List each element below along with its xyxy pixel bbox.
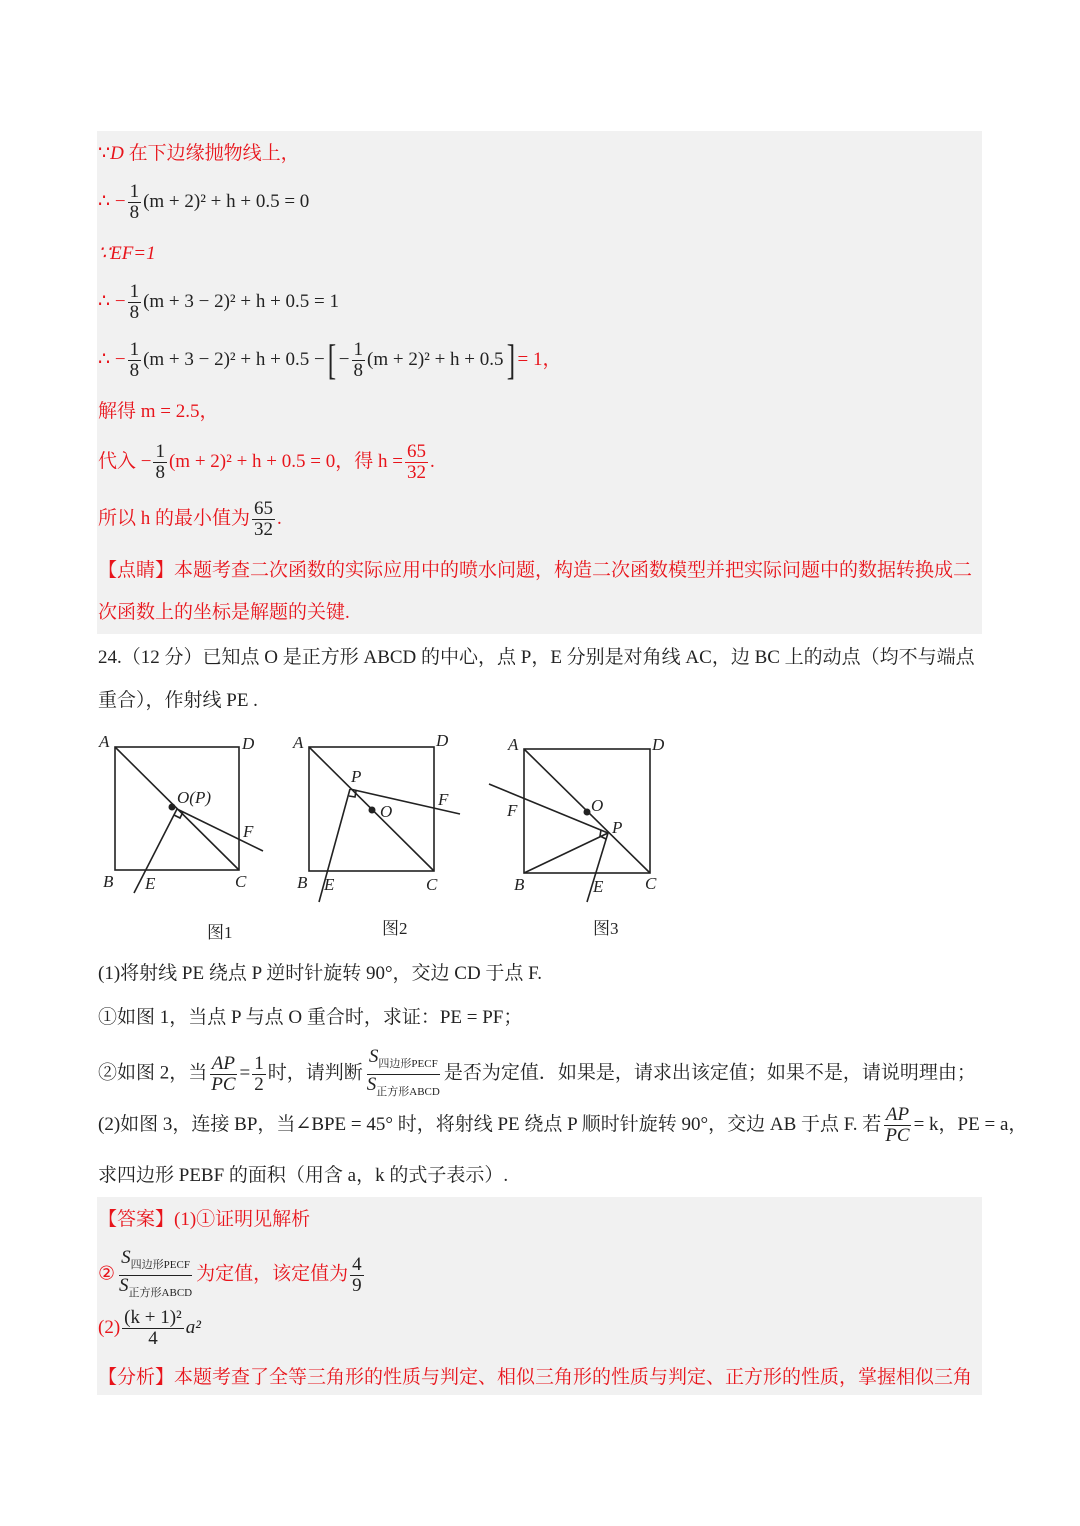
fig3-point-o (584, 809, 591, 816)
fig1-label-d: D (242, 734, 255, 753)
fig2-label-f: F (438, 790, 449, 809)
fig3-label-f: F (507, 801, 518, 820)
solution-line-7: 代入 − $\frac{1}{8}$ (m + 2)² + h + 0.5 = 0，得 h = $\frac{65}{32}$ . (98, 441, 435, 483)
fig2-label-c: C (426, 875, 438, 894)
solution-line-2: ∴ − $\frac{1}{8}$ (m + 2)² + h + 0.5 = 0 (98, 181, 310, 223)
fig1-ray-pe (134, 809, 177, 893)
solution-line-5: ∴ − $\frac{1}{8}$ (m + 3 − 2)² + h + 0.5 −[ − $\frac{1}{8}$ (m + 2)² + h + 0.5] = 1， (98, 337, 562, 384)
fig1-label-b: B (103, 872, 114, 891)
fig3-label-b: B (514, 875, 525, 894)
fig2-label-p: P (351, 767, 362, 786)
answer-line-3: (2) $\frac{\text{(k + 1)²}}{4}$ a² (98, 1307, 201, 1349)
fig3-label-c: C (645, 874, 657, 893)
fig2-point-o (369, 807, 376, 814)
part2-line-1: (2)如图 3，连接 BP，当∠BPE = 45° 时，将射线 PE 绕点 P 顺时针旋转 90°，交边 AB 于点 F. 若 $\frac{AP}{PC}$ = k，PE = a， (98, 1104, 1028, 1146)
fig3-label-d: D (652, 735, 665, 754)
fig3-label-a: A (508, 735, 519, 754)
fig2-label-o: O (380, 802, 393, 821)
fig1-label-e: E (145, 874, 156, 893)
solution-line-8: 所以 h 的最小值为 $\frac{65}{32}$ . (98, 498, 282, 540)
fig1-label-a: A (99, 732, 110, 751)
fig2-label-d: D (436, 731, 449, 750)
part1-line: (1)将射线 PE 绕点 P 逆时针旋转 90°，交边 CD 于点 F. (98, 963, 542, 984)
fig3-caption: 图3 (593, 919, 619, 938)
part2-line-2: 求四边形 PEBF 的面积（用含 a，k 的式子表示）. (98, 1165, 509, 1186)
solution-line-6: 解得 m = 2.5， (98, 401, 219, 422)
fig1-label-op: O(P) (177, 788, 211, 807)
fig2-label-b: B (297, 873, 308, 892)
fig3-label-e: E (593, 877, 604, 896)
part1-ii-line: ②如图 2，当 $\frac{AP}{PC}$ = $\frac{1}{2}$ 时，请判断 $\frac{S_{四边形PECF}}{S_{正方形ABCD}}$ 是否为定值．如果是，请求出该定值；如果不是，请说明理由； (98, 1046, 976, 1098)
solution-line-4: ∴ − $\frac{1}{8}$ (m + 3 − 2)² + h + 0.5 = 1 (98, 281, 340, 323)
solution-line-3: ∵EF=1 (98, 243, 156, 264)
part1-i-line: ①如图 1，当点 P 与点 O 重合时，求证：PE = PF； (98, 1007, 523, 1028)
comment-line-1: 【点睛】本题考查二次函数的实际应用中的喷水问题，构造二次函数模型并把实际问题中的数据转换成二 (98, 560, 973, 581)
fig3-label-p: P (612, 818, 623, 837)
fig1-caption: 图1 (207, 923, 233, 942)
fig1-label-c: C (235, 872, 247, 891)
solution-line-1: ∵D 在下边缘抛物线上， (98, 143, 300, 164)
fig2-label-a: A (293, 733, 304, 752)
fig2-caption: 图2 (382, 919, 408, 938)
fig3-segment-bp (524, 833, 608, 873)
answer-line-1: 【答案】(1)①证明见解析 (98, 1209, 311, 1230)
question-line-2: 重合），作射线 PE . (98, 690, 258, 711)
fig1-label-f: F (243, 822, 254, 841)
fig1-point-o (169, 804, 176, 811)
geometry-figures (0, 725, 1080, 985)
fig3-label-o: O (591, 796, 604, 815)
fig1-diagonal (115, 747, 239, 870)
comment-line-2: 次函数上的坐标是解题的关键. (98, 602, 350, 623)
analysis-line: 【分析】本题考查了全等三角形的性质与判定、相似三角形的性质与判定、正方形的性质，掌握相似三角 (98, 1367, 973, 1388)
answer-line-2: ② $\frac{S_{四边形PECF}}{S_{正方形ABCD}}$ 为定值，该定值为 $\frac{4}{9}$ (98, 1247, 362, 1299)
question-line-1: 24.（12 分）已知点 O 是正方形 ABCD 的中心，点 P，E 分别是对角线 AC，边 BC 上的动点（均不与端点 (98, 647, 975, 668)
fig2-label-e: E (324, 875, 335, 894)
